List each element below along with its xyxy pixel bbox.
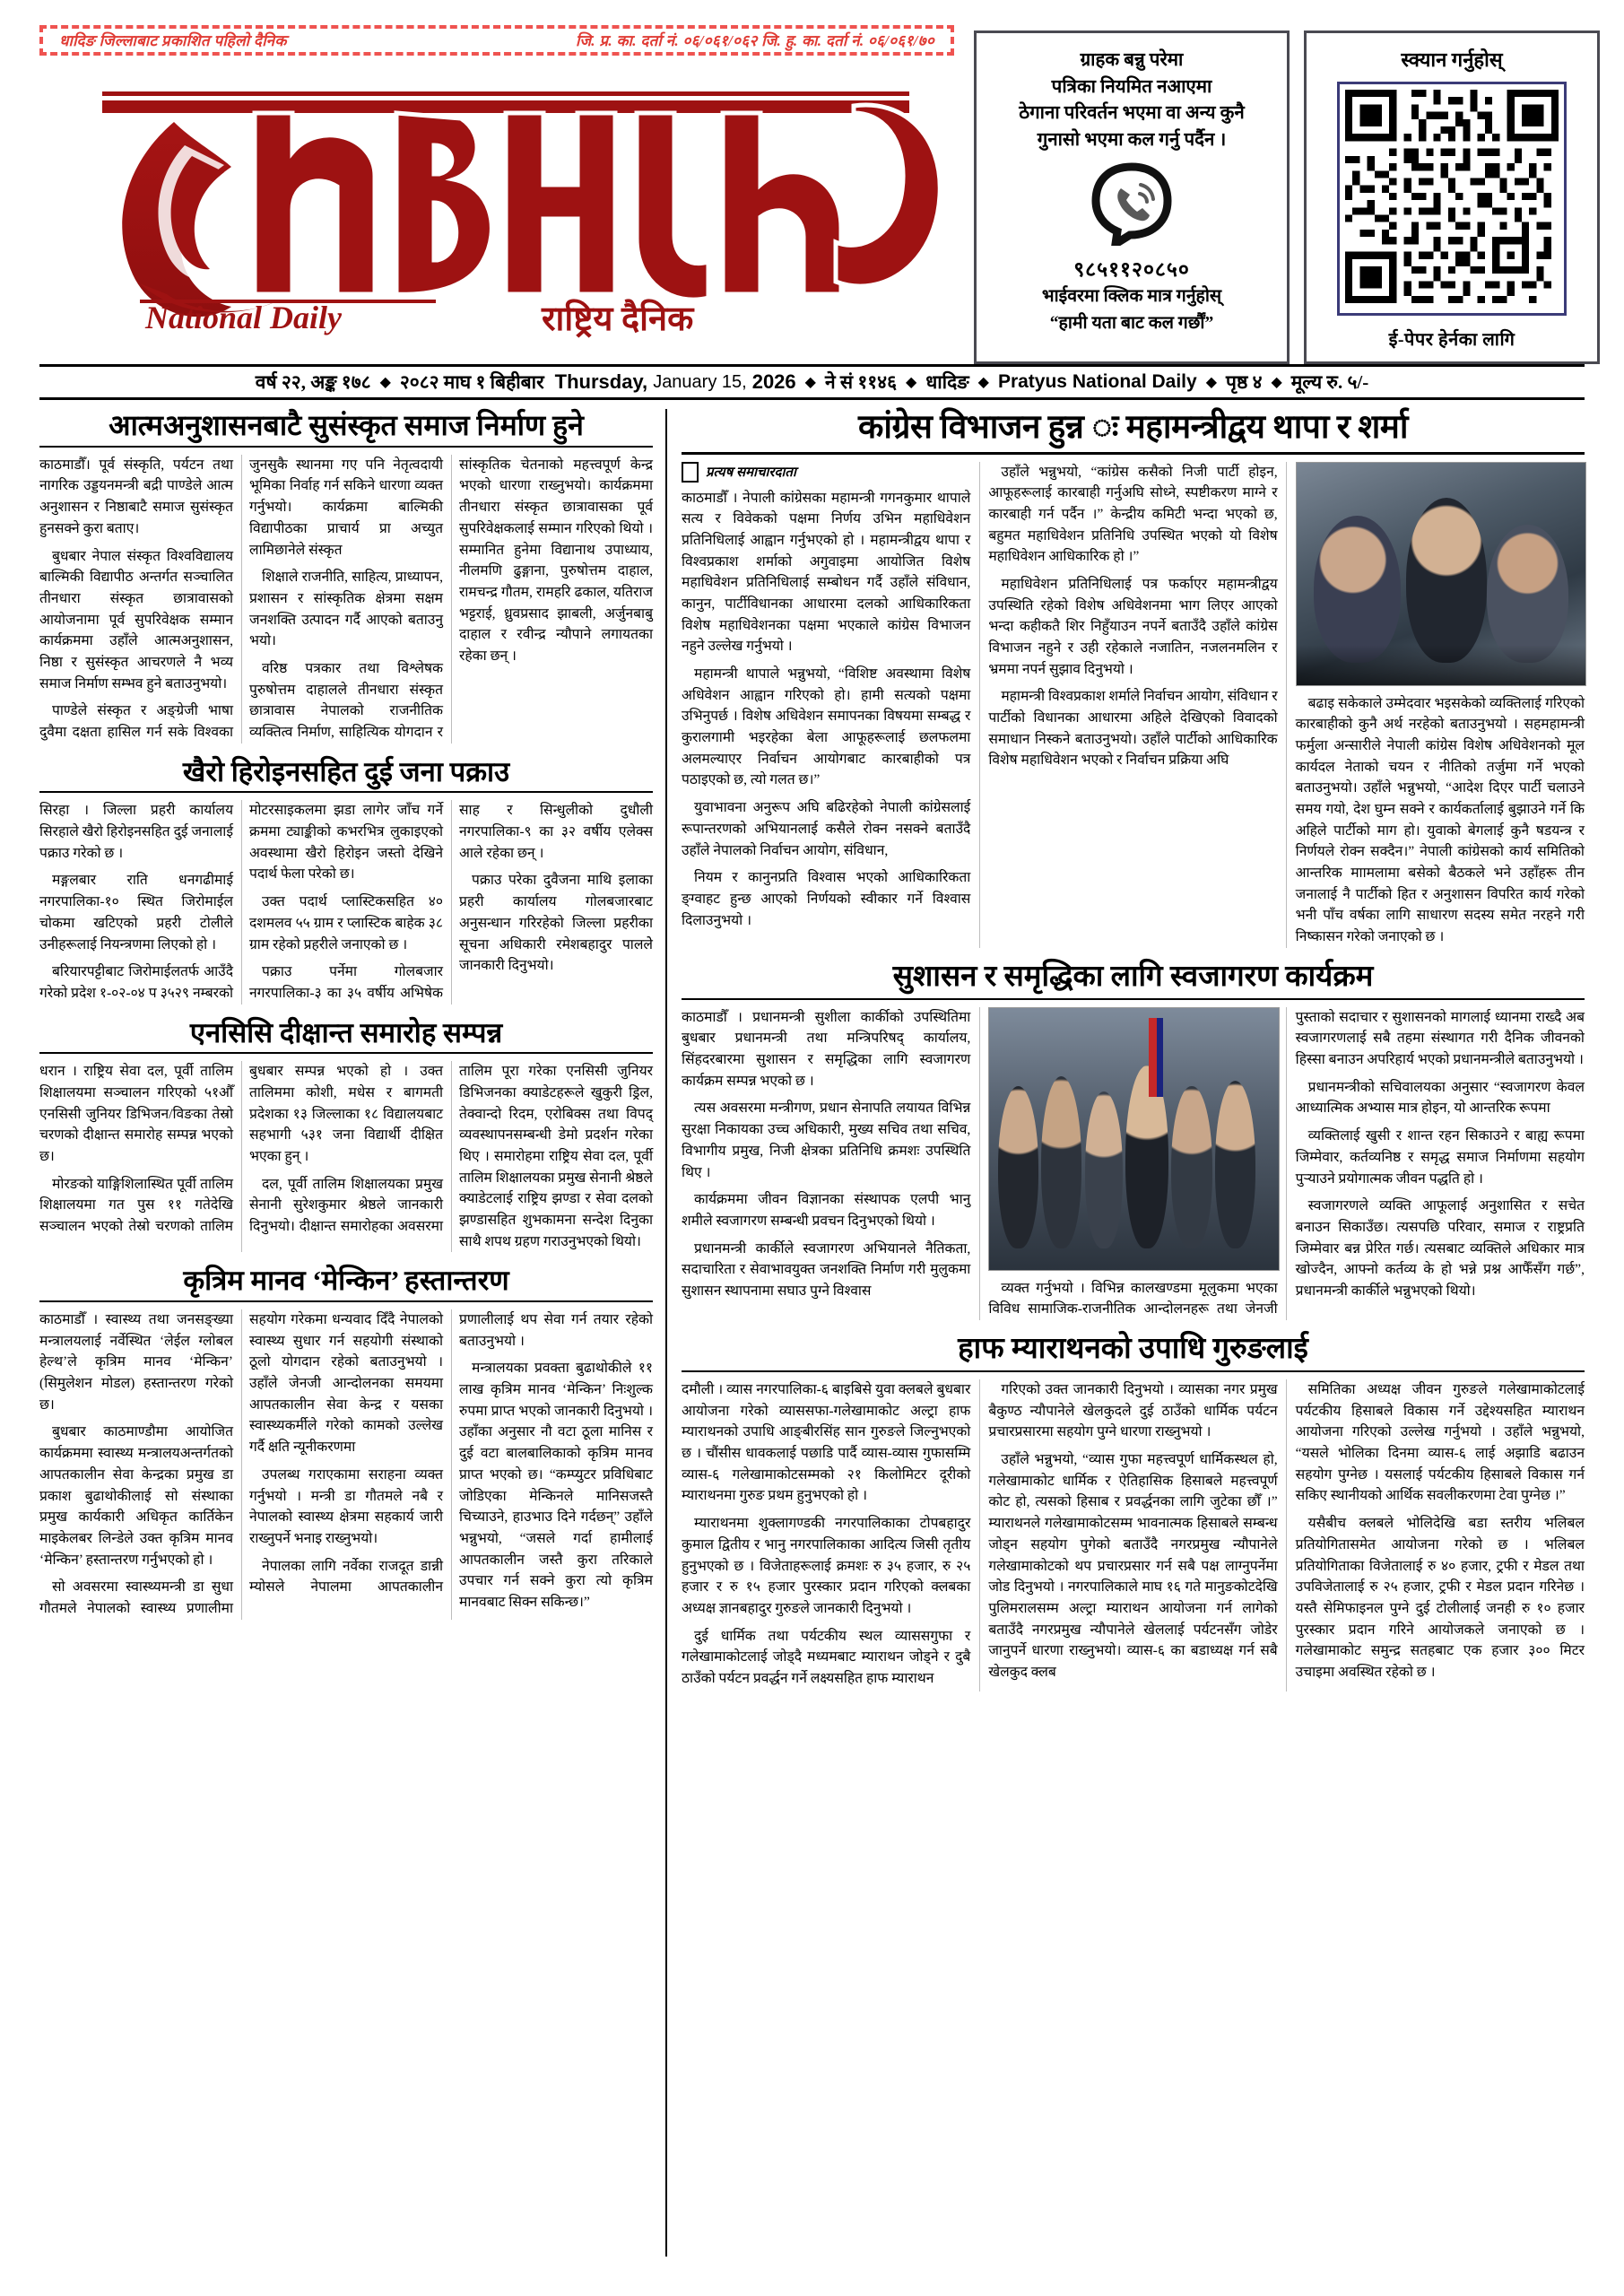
- paragraph: काठमाडौँ । प्रधानमन्त्री सुशीला कार्कीको उपस्थितिमा बुधबार प्रधानमन्त्री तथा मन्त्रिपरिषद् कार्यालय, सिंहदरबारमा सुशासन र समृद्धिका लागि स्वजागरण कार्यक्रम सम्पन्न भएको छ ।: [682, 1009, 971, 1089]
- paragraph: महामन्त्री विश्वप्रकाश शर्माले निर्वाचन आयोग, संविधान र पार्टीको विधानका आधारमा अहिले देखिएको विवादको समाधान निस्कने बताउनुभयो। उहाँले पार्टीको आधिकारिक विशेष महाधिवेशन भएको र निर्वाचन प्रक्रिया अघि: [988, 689, 1278, 769]
- diamond-icon-4: ◆: [977, 375, 989, 390]
- qr-title: स्क्यान गर्नुहोस्: [1401, 48, 1503, 71]
- article-good-governance: [682, 961, 1585, 1320]
- paragraph: सो अवसरमा स्वास्थ्यमन्त्री डा सुधा गौतमले नेपालको स्वास्थ्य प्रणालीमा सहयोग गरेकमा धन्यवाद दिँदै नेपालको स्वास्थ्य सुधार गर्न सहयोगी संस्थाको ठूलो योगदान रहेको बताउनुभयो । उहाँले जेनजी आन्दोलनका समयमा आपतकालीन सेवा केन्द्र र यसका स्वास्थ्यकर्मीले गरेको कामको उल्लेख गर्दै क्षति न्यूनीकरणमा: [39, 1312, 443, 1616]
- masthead-logo: [39, 59, 954, 339]
- article-self-discipline: [39, 409, 653, 744]
- main-content: [39, 409, 1585, 2257]
- paragraph: दमौली । व्यास नगरपालिका-६ बाइबिसे युवा क्लबले बुधबार आयोजना गरेको व्याससफा-गलेखामाकोट अल्ट्रा हाफ म्याराथनको उपाधि आङ्बीरसिंह सान गुरुङले जिल्नुभएको छ । चौंसीस धावकलाई पछाडि पार्दै व्यास-व्यास गुफासम्मि व्यास-६ गलेखामाकोटसम्मको २१ किलोमिटर दूरीको म्याराथनमा गुरुङ प्रथम हुनुभएको हो ।: [682, 1382, 971, 1504]
- diamond-icon-6: ◆: [1271, 375, 1282, 390]
- weekday-en: Thursday,: [554, 370, 648, 393]
- paragraph: काठमाडौँ । नेपाली कांग्रेसका महामन्त्री गगनकुमार थापाले सत्य र विवेकको पक्षमा निर्णय उभिन महाधिवेशन प्रतिनिधिलाई आह्वान गर्नुभएको हो । महामन्त्रीद्वय थापा र विश्वप्रकाश शर्माको अगुवाइमा आयोजित विशेष महाधिवेशन प्रतिनिधिलाई सम्बोधन गर्दै उहाँले संविधान, कानुन, पार्टीविधानका आधारमा दलको आधिकारिकता विशेष महाधिवेशनका पक्षमा भएकाले कांग्रेस विभाजन नहुने उल्लेख गर्नुभयो ।: [682, 490, 971, 655]
- paragraph: मङ्गलबार राति धनगढीमाई नगरपालिका-१० स्थित जिरोमाईल चोकमा खटिएको प्रहरी टोलीले उनीहरूलाई नियन्त्रणमा लिएको हो ।: [39, 873, 233, 952]
- paragraph: उहाँले भन्नुभयो, “कांग्रेस कसैको निजी पार्टी होइन, आफूहरूलाई कारबाही गर्नुअघि सोध्ने, स्पष्टीकरण माग्ने र कारबाही गर्न पर्दैन ।” केन्द्रीय कमिटी भन्दा भएको छ, बहुमत महाधिवेशन प्रतिनिधि उपस्थित भएको यो विशेष महाधिवेशन आधिकारिक हो ।”: [988, 464, 1278, 565]
- subscription-phone: ९८५११२०८५०: [1073, 257, 1190, 281]
- brand-name: Pratyus National Daily: [997, 371, 1197, 392]
- paragraph: काठमाडौँ। पूर्व संस्कृति, पर्यटन तथा नागरिक उड्डयनमन्त्री बद्री पाण्डेले आत्म अनुशासन र निष्ठाबाटै समाज सुसंस्कृत हुनसक्ने कुरा बताए।: [39, 457, 233, 536]
- paragraph: दुई धार्मिक तथा पर्यटकीय स्थल व्याससगुफा र गलेखामाकोटलाई जोड्दै मध्यमबाट म्याराथन जोड्ने र दुबै ठाउँको पर्यटन प्रवर्द्धन गर्ने लक्ष्यसहित हाफ म्याराथन: [682, 1628, 971, 1686]
- paragraph: त्यस अवसरमा मन्त्रीगण, प्रधान सेनापति लयायत विभिन्न सुरक्षा निकायका उच्च अधिकारी, मुख्य सचिव तथा सचिव, विभागीय प्रमुख, निजी क्षेत्रका प्रतिनिधि क्रमशः उपस्थिति थिए ।: [682, 1100, 971, 1180]
- paragraph: बुधबार नेपाल संस्कृत विश्वविद्यालय बाल्मिकी विद्यापीठ अन्तर्गत सञ्चालित तीनधारा संस्कृत छात्रावासको आयोजनामा पूर्व सुपरिवेक्षक सम्मान कार्यक्रममा उहाँले आत्मअनुशासन, निष्ठा र सुसंस्कृत आचरणले नै भव्य समाज निर्माण सम्भव हुने बताउनुभयो।: [39, 548, 233, 691]
- paragraph: मोरङको याङ्गिशिलास्थित पूर्वी तालिम शिक्षालयमा गत पुस ११ गतेदेखि सञ्चालन भएको तेस्रो चरणको तालिम बुधबार सम्पन्न भएको हो । उक्त तालिममा कोशी, मधेस र बागमती प्रदेशका १३ जिल्लाका १८ विद्यालयबाट सहभागी ५३१ जना विद्यार्थी दीक्षित भएका हुन् ।: [39, 1064, 443, 1235]
- paragraph: व्यक्तिलाई खुसी र शान्त रहन सिकाउने र बाह्य रूपमा जिम्मेवार, कर्तव्यनिष्ठ र समृद्ध समाज निर्माणमा सहयोग पुऱ्याउने प्रयोगात्मक जीवन पद्धति हो ।: [1295, 1128, 1585, 1187]
- prime-minister-ceremony-photo: [988, 1007, 1279, 1271]
- article-congress-split: [682, 409, 1585, 948]
- byline-text: प्रत्यष समाचारदाता: [706, 465, 796, 481]
- paragraph: म्याराथनमा शुक्लागण्डकी नगरपालिकाका टोपबहादुर कुमाल द्वितीय र भानु नगरपालिकाका आदित्य जिसी तृतीय हुनुभएको छ । विजेताहरूलाई क्रमशः रु ३५ हजार, रु २५ हजार र रु १५ हजार पुरस्कार प्रदान गरिएको क्लबका अध्यक्ष ज्ञानबहादुर गुरुङले जानकारी दिनुभयो ।: [682, 1516, 971, 1616]
- qr-code-icon[interactable]: [1337, 82, 1567, 316]
- paragraph: महाधिवेशन प्रतिनिधिलाई पत्र फर्काएर महामन्त्रीद्वय उपस्थिति रहेको विशेष अधिवेशनमा भाग लिएर आएको भन्दा कहीकतै शिर निहुँयाउन नपर्ने बताउँदै उहाँले कांग्रेस विभाजन नहुने र उही रहेकाले नजातिन, नजलनमलिन र भ्रममा नपर्न सुझाव दिनुभयो ।: [988, 576, 1278, 677]
- subscription-line-3: ठेगाना परिवर्तन भएमा वा अन्य कुनै: [1019, 103, 1245, 124]
- reg-right-text: जि. प्र. का. दर्ता नं. ०६/०६१/०६२ जि. हु. का. दर्ता नं. ०६/०६१/७०: [575, 32, 934, 49]
- paragraph: शिक्षाले राजनीति, साहित्य, प्राध्यापन, प्रशासन र सांस्कृतिक क्षेत्रमा सक्षम जनशक्ति उत्पादन गर्दै आएको बताउनु भयो।: [249, 570, 443, 649]
- paragraph: नेपालका लागि नर्वेका राजदूत डान्नी म्योसले नेपालमा आपतकालीन प्रणालीलाई थप सेवा गर्न तयार रहेको बताउनुभयो ।: [249, 1312, 653, 1596]
- paragraph: महामन्त्री थापाले भन्नुभयो, “विशिष्ट अवस्थामा विशेष अधिवेशन आह्वान गरिएको हो। हामी सत्यको पक्षमा उभिनुपर्छ । विशेष अधिवेशन समापनका विषयमा सम्बद्ध र कुरालगामी भइरहेका बेला आफूहरूलाई छलफलमा अलमल्याएर निर्वाचन आयोगबाट कारबाहीको पत्र पठाइएको छ, त्यो गलत छ।”: [682, 666, 971, 788]
- left-column: [39, 409, 667, 2257]
- paragraph: काठमाडौँ । स्वास्थ्य तथा जनसङ्ख्या मन्त्रालयलाई नर्वेस्थित ‘लेईल ग्लोबल हेल्थ’ले कृत्रिम मानव ‘मेन्किन’ (सिमुलेशन मोडल) हस्तान्तरण गरेको छ।: [39, 1312, 233, 1413]
- masthead-side-boxes: [974, 25, 1600, 359]
- price: मूल्य रु. ५/-: [1290, 371, 1369, 393]
- masthead-column: [39, 25, 954, 359]
- headline-good-governance: सुशासन र समृद्धिका लागि स्वजागरण कार्यक्रम: [682, 961, 1585, 1000]
- volume-issue: वर्ष २२, अङ्क १७८: [255, 371, 371, 393]
- place-name: धादिङ: [925, 371, 969, 393]
- headline-congress-split: कांग्रेस विभाजन हुन्न ः महामन्त्रीद्वय थापा र शर्मा: [682, 409, 1585, 455]
- date-en: January 15,: [653, 371, 747, 392]
- subscription-text: [1019, 48, 1245, 154]
- article-body-ncc-graduation: [39, 1061, 653, 1252]
- registration-strip: [39, 25, 954, 56]
- subscription-line-2: पत्रिका नियमित नआएमा: [1051, 76, 1212, 97]
- paragraph: बरियारपट्टीबाट जिरोमाईलतर्फ आउँदै गरेको प्रदेश १-०२-०४ प ३५२९ नम्बरको मोटरसाइकलमा झडा लागेर जाँच गर्ने क्रममा ट्याङ्कीको कभरभित्र लुकाइएको अवस्थामा खैरो हिरोइन जस्तो देखिने पदार्थ फेला परेको छ।: [39, 803, 443, 1001]
- right-column: [667, 409, 1585, 2257]
- subscription-box: [974, 30, 1290, 364]
- article-body-self-discipline: [39, 455, 653, 744]
- headline-half-marathon: हाफ म्याराथनको उपाधि गुरुङलाई: [682, 1333, 1585, 1372]
- article-body-good-governance: [682, 1007, 1585, 1320]
- diamond-icon-1: ◆: [379, 375, 391, 390]
- byline-congress-split: [682, 462, 970, 483]
- article-body-mannequin-handover: [39, 1309, 653, 1620]
- paragraph: बढाइ सकेकाले उम्मेदवार भइसकेको व्यक्तिलाई गरिएको कारबाहीको कुनै अर्थ नरहेको बताउनुभयो । सहमहामन्त्री फर्मुला अन्सारीले नेपाली कांग्रेस विशेष अधिवेशनको मूल कार्यदल नेताको चयन र नीतिको तर्जुमा गर्ने भएको बताउनुभयो। उहाँले भन्नुभयो, “आदेश दिएर पार्टी चलाउने समय गयो, देश घुम्न सक्ने र कार्यकर्तालाई बुझाउने गर्ने कि अहिले पार्टीको माग हो। युवाको बेगलाई कुनै षडयन्त्र र निर्णयले रोक्न सक्दैन।” नेपाली कांग्रेसको कार्य समितिको आन्तरिक माामलामा बसेको बैठकले भने उहाँहरू तीन जनालाई नै पार्टीको हित र अनुशासन विपरित कार्य गरेको भनी पाँच वर्षका लागि साधारण सदस्य समेत नरहने गरी निष्कासन गरेको जनाएको छ ।: [1295, 695, 1585, 945]
- paragraph: उहाँले भन्नुभयो, “व्यास गुफा महत्त्वपूर्ण धार्मिकस्थल हो, गलेखामाकोट धार्मिक र ऐतिहासिक हिसाबले महत्त्वपूर्ण कोट हो, त्यसको हिसाब र प्रवर्द्धनका लागि जुटेका छौँ ।” म्याराथनले गलेखामाकोटसम्म भावनात्मक हिसाबले सम्बन्ध जोड्न सहयोग पुगेको बताउँदै नगरप्रमुख न्यौपानेले गलेखामाकोटको थप प्रचारप्रसार गर्न सबै पक्ष लाग्नुपर्नेमा जोड दिनुभयो । नगरपालिकाले माघ १६ गते मानुङकोटदेखि पुलिमरालसम्म अल्ट्रा म्याराथन आयोजना गर्न लागेको बताउँदै नगरप्रमुख न्यौपानेले खेललाई पर्यटनसँग जोडेर जानुपर्ने धारणा राख्नुभयो। व्यास-६ का बडाध्यक्ष गर्न सबै खेलकुद क्लब: [988, 1452, 1278, 1680]
- headline-heroin-arrest: खैरो हिरोइनसहित दुई जना पक्राउ: [39, 756, 653, 794]
- headline-self-discipline: आत्मअनुशासनबाटै सुसंस्कृत समाज निर्माण हुने: [39, 409, 653, 448]
- paragraph: गरिएको उक्त जानकारी दिनुभयो । व्यासका नगर प्रमुख बैकुण्ठ न्यौपानेले खेलकुदले दुई ठाउँको धार्मिक पर्यटन प्रचारप्रसारमा सहयोग पुग्ने धारणा राख्नुभयो ।: [988, 1382, 1278, 1440]
- paragraph: स्वजागरणले व्यक्ति आफूलाई अनुशासित र सचेत बनाउन सिकाउँछ। त्यसपछि परिवार, समाज र राष्ट्रप्रति जिम्मेवार बन्न प्रेरित गर्छ। त्यसबाट व्यक्तिले अधिकार मात्र खोज्दैन, आफ्नो कर्तव्य के हो भन्ने प्रश्न आफैँसँग गर्छ”, प्रधानमन्त्री कार्कीले भन्नुभएको थियो।: [1295, 1198, 1585, 1299]
- paragraph: मन्त्रालयका प्रवक्ता बुढाथोकीले ११ लाख कृत्रिम मानव ‘मेन्किन’ निःशुल्क रुपमा प्राप्त भएको जानकारी दिनुभयो । उहाँका अनुसार नौ वटा ठूला मानिस र दुई वटा बालबालिकाको कृत्रिम मानव प्राप्त भएको छ। “कम्प्युटर प्रविधिबाट जोडिएका मेन्किनले मानिसजस्तै चिच्याउने, हाउभाउ दिने गर्दछन्” उहाँले भन्नुभयो, “जसले गर्दा हामीलाई आपतकालीन जस्तै कुरा तरिकाले उपचार गर्न सक्ने कुरा त्यो कृत्रिम मानवबाट सिक्न सकिन्छ।”: [459, 1361, 653, 1610]
- paragraph: उक्त पदार्थ प्लास्टिकसहित ४० दशमलव ५५ ग्राम र प्लास्टिक बाहेक ३८ ग्राम रहेको प्रहरीले जनाएको छ ।: [249, 894, 443, 952]
- subscription-note-2: “हामी यता बाट कल गर्छौं”: [1049, 314, 1214, 334]
- byline-square-icon: [682, 462, 699, 483]
- paragraph: नियम र कानुनप्रति विश्वास भएकोे आधिकारिकता ङ्ग्वाहट हुन्छ आएको निर्णयको स्वीकार गर्ने विश्वास दिलाउनुभयो ।: [682, 870, 971, 928]
- paragraph: उपलब्ध गराएकामा सराहना व्यक्त गर्नुभयो । मन्त्री डा गौतमले नबै र नेपालको स्वास्थ्य क्षेत्रमा सहकार्य जारी राख्नुपर्ने भनाइ राख्नुभयो।: [249, 1466, 443, 1546]
- politicians-press-photo: [1296, 462, 1586, 686]
- nepali-date: २०८२ माघ १ बिहीबार: [399, 371, 544, 393]
- paragraph: वरिष्ठ पत्रकार तथा विश्लेषक पुरुषोत्तम दाहालले तीनधारा संस्कृत छात्रावास नेपालको राजनीतिक व्यक्तित्व निर्माण, साहित्यिक योगदान र सांस्कृतिक चेतनाको महत्त्वपूर्ण केन्द्र भएको धारणा राख्नुभयो। कार्यक्रममा तीनधारा संस्कृत छात्रावासका पूर्व सुपरिवेक्षकलाई सम्मान गरिएको थियो । सम्मानित हुनेमा विद्यानाथ उपाध्याय, नीलमणि ढुङ्गाना, पुरुषोत्तम दाहाल, रामचन्द्र गौतम, रामहरि ढकाल, यतिराज भट्टराई, ध्रुवप्रसाद झाबली, अर्जुनबाबु दाहाल र रवीन्द्र न्यौपाने लगायतका रहेका छन् ।: [249, 457, 653, 741]
- article-heroin-arrest: [39, 756, 653, 1004]
- paragraph: युवाभावना अनुरूप अघि बढिरहेको नेपाली कांग्रेसलाई रूपान्तरणको अभियानलाई कसैले रोक्न नसक्ने बताउँदै उहाँले नेपालको निर्वाचन आयोग, संविधान,: [682, 800, 971, 858]
- headline-ncc-graduation: एनसिसि दीक्षान्त समारोह सम्पन्न: [39, 1017, 653, 1055]
- subscription-line-1: ग्राहक बन्नु परेमा: [1080, 50, 1184, 70]
- article-half-marathon: [682, 1333, 1585, 1692]
- paragraph: धरान । राष्ट्रिय सेवा दल, पूर्वी तालिम शिक्षालयमा सञ्चालन गरिएको ५१औँ एनसिसी जुनियर डिभिजन/विङका तेस्रो चरणको दीक्षान्त समारोह सम्पन्न भएको छ।: [39, 1064, 233, 1164]
- subscription-line-4: गुनासो भएमा कल गर्नु पर्दैन ।: [1037, 130, 1227, 151]
- paragraph: पक्राउ परेका दुवैजना माथि इलाका प्रहरी कार्यालय गोलबजारबाट अनुसन्धान गरिरहेको जिल्ला प्रहरीका सूचना अधिकारी रमेशबहादुर पाललेे जानकारी दिनुभयो।: [459, 873, 653, 974]
- paragraph: सिरहा । जिल्ला प्रहरी कार्यालय सिरहाले खैरो हिरोइनसहित दुई जनालाई पक्राउ गरेको छ ।: [39, 803, 233, 861]
- paragraph: दल, पूर्वी तालिम शिक्षालयका प्रमुख सेनानी सुरेशकुमार श्रेष्ठले जानकारी दिनुभयो। दीक्षान्त समारोहका अवसरमा तालिम पूरा गरेका एनसिसी जुनियर डिभिजनका क्याडेटहरूले खुकुरी ड्रिल, तेक्वान्दो रिदम, एरोबिक्स तथा विपद् व्यवस्थापनसम्बन्धी डेमो प्रदर्शन गरेका थिए । समारोहमा राष्ट्रिय सेवा दल, पूर्वी तालिम शिक्षालयका प्रमुख सेनानी श्रेष्ठले क्याडेटलाई राष्ट्रिय झण्डा र सेवा दलको झण्डासहित शुभकामना सन्देश दिनुका साथै शपथ ग्रहण गराउनुभएको थियो।: [249, 1064, 653, 1249]
- article-body-half-marathon: [682, 1379, 1585, 1692]
- year-en: 2026: [751, 370, 796, 393]
- paragraph: पाण्डेले संस्कृत र अङ्ग्रेजी भाषा दुवैमा दक्षता हासिल गर्न सके विश्वका जुनसुकै स्थानमा गए पनि नेतृत्वदायी भूमिका निर्वाह गर्न सकिने धारणा व्यक्त गर्नुभयो। कार्यक्रमा बाल्मिकी विद्यापीठका प्राचार्य प्रा अच्युत लामिछानेले संस्कृत: [39, 457, 443, 741]
- svg-text:राष्ट्रिय दैनिक: राष्ट्रिय दैनिक: [542, 300, 694, 338]
- nepal-sambat: ने सं ११४६: [824, 371, 897, 393]
- top-banner: [0, 0, 1624, 359]
- reg-left-text: धादिङ जिल्लाबाट प्रकाशित पहिलो दैनिक: [59, 32, 287, 49]
- article-mannequin-handover: [39, 1265, 653, 1619]
- paragraph: समितिका अध्यक्ष जीवन गुरुङले गलेखामाकोटलाई पर्यटकीय हिसाबले विकास गर्ने उद्देश्यसहित म्याराथन आयोजना गरिएको उल्लेख गर्नुभयो । उहाँले भन्नुभयो, “यसले भोलिका दिनमा व्यास-६ लाई अझाडि बढाउन सहयोग पुग्नेछ । यसलाई पर्यटकीय हिसाबले विकास गर्न सकिए स्थानीयको आर्थिक सवलीकरणमा टेवा पुग्नेछ ।”: [1295, 1382, 1585, 1504]
- paragraph: प्रधानमन्त्रीको सचिवालयका अनुसार “स्वजागरण केवल आध्यात्मिक अभ्यास मात्र होइन, यो आन्तरिक रूपमा: [1295, 1079, 1585, 1117]
- viber-phone-icon: [1089, 160, 1175, 250]
- article-body-heroin-arrest: [39, 800, 653, 1004]
- diamond-icon-3: ◆: [906, 375, 917, 390]
- svg-text:National Daily: National Daily: [145, 300, 343, 335]
- paragraph: पक्राउ पर्नेमा गोलबजार नगरपालिका-३ का ३५ वर्षीय अभिषेक साह र सिन्धुलीको दुधौली नगरपालिका-९ का ३२ वर्षीय एलेक्स आले रहेका छन् ।: [249, 803, 653, 1001]
- diamond-icon-2: ◆: [804, 375, 816, 390]
- paragraph: बुधबार काठमाण्डौमा आयोजित कार्यक्रममा स्वास्थ्य मन्त्रालयअन्तर्गतको आपतकालीन सेवा केन्द्रका प्रमुख डा प्रकाश बुढाथोकीलाई सो संस्थाका प्रमुख कार्यकारी अधिकृत कार्तिकेन माइकेलबर लिन्डेले उक्त कृत्रिम मानव ‘मेन्किन’ हस्तान्तरण गर्नुभएको हो ।: [39, 1424, 233, 1568]
- date-strip: [39, 364, 1585, 400]
- paragraph: यसैबीच क्लबले भोलिदेखि बडा स्तरीय भलिबल प्रतियोगितासमेत आयोजना गरेको छ । भलिबल प्रतियोगिताका विजेतालाई रु ४० हजार, ट्रफी र मेडल तथा उपविजेतालाई रु २५ हजार, ट्रफी र मेडल प्रदान गरिनेछ । यस्तै सेमिफाइनल पुग्ने दुई टोलीलाई जनही रु १० हजार पुरस्कार प्रदान गरिने आयोजकले जनाएको छ । गलेखामाकोट समुन्द्र सतहबाट एक हजार ३०० मिटर उचाइमा अवस्थित रहेको छ ।: [1295, 1516, 1585, 1680]
- qr-caption: ई-पेपर हेर्नका लागि: [1388, 330, 1515, 350]
- article-ncc-graduation: [39, 1017, 653, 1253]
- diamond-icon-5: ◆: [1205, 375, 1218, 390]
- article-body-congress-split: [682, 462, 1585, 948]
- subscription-note-1: भाईवरमा क्लिक मात्र गर्नुहोस्: [1041, 286, 1222, 306]
- paragraph: व्यक्त गर्नुभयो । विभिन्न कालखण्डमा मूलुकमा भएका विविध सामाजिक-राजनीतिक आन्दोलनहरू तथा जेनजी पुस्ताको सदाचार र सुशासनको मागलाई ध्यानमा राख्दै अब स्वजागरणलाई सबै तहमा संस्थागत गरी दैनिक जीवनको हिस्सा बनाउन अपरिहार्य भएको प्रधानमन्त्रीले बताउनुभयो ।: [988, 1009, 1585, 1318]
- page-count: पृष्ठ ४: [1226, 371, 1263, 393]
- qr-box[interactable]: [1304, 30, 1600, 364]
- paragraph: प्रधानमन्त्री कार्कीले स्वजागरण अभियानले नैतिकता, सदाचारिता र सेवाभावयुक्त जनशक्ति निर्माण गरी मुलुकमा सुशासन स्थापनामा सघाउ पुग्ने विश्वास: [682, 1240, 971, 1299]
- paragraph: कार्यक्रममा जीवन विज्ञानका संस्थापक एलपी भानु शमीले स्वजागरण सम्बन्धी प्रवचन दिनुभएको थियो ।: [682, 1192, 971, 1229]
- headline-mannequin-handover: कृत्रिम मानव ‘मेन्किन’ हस्तान्तरण: [39, 1265, 653, 1302]
